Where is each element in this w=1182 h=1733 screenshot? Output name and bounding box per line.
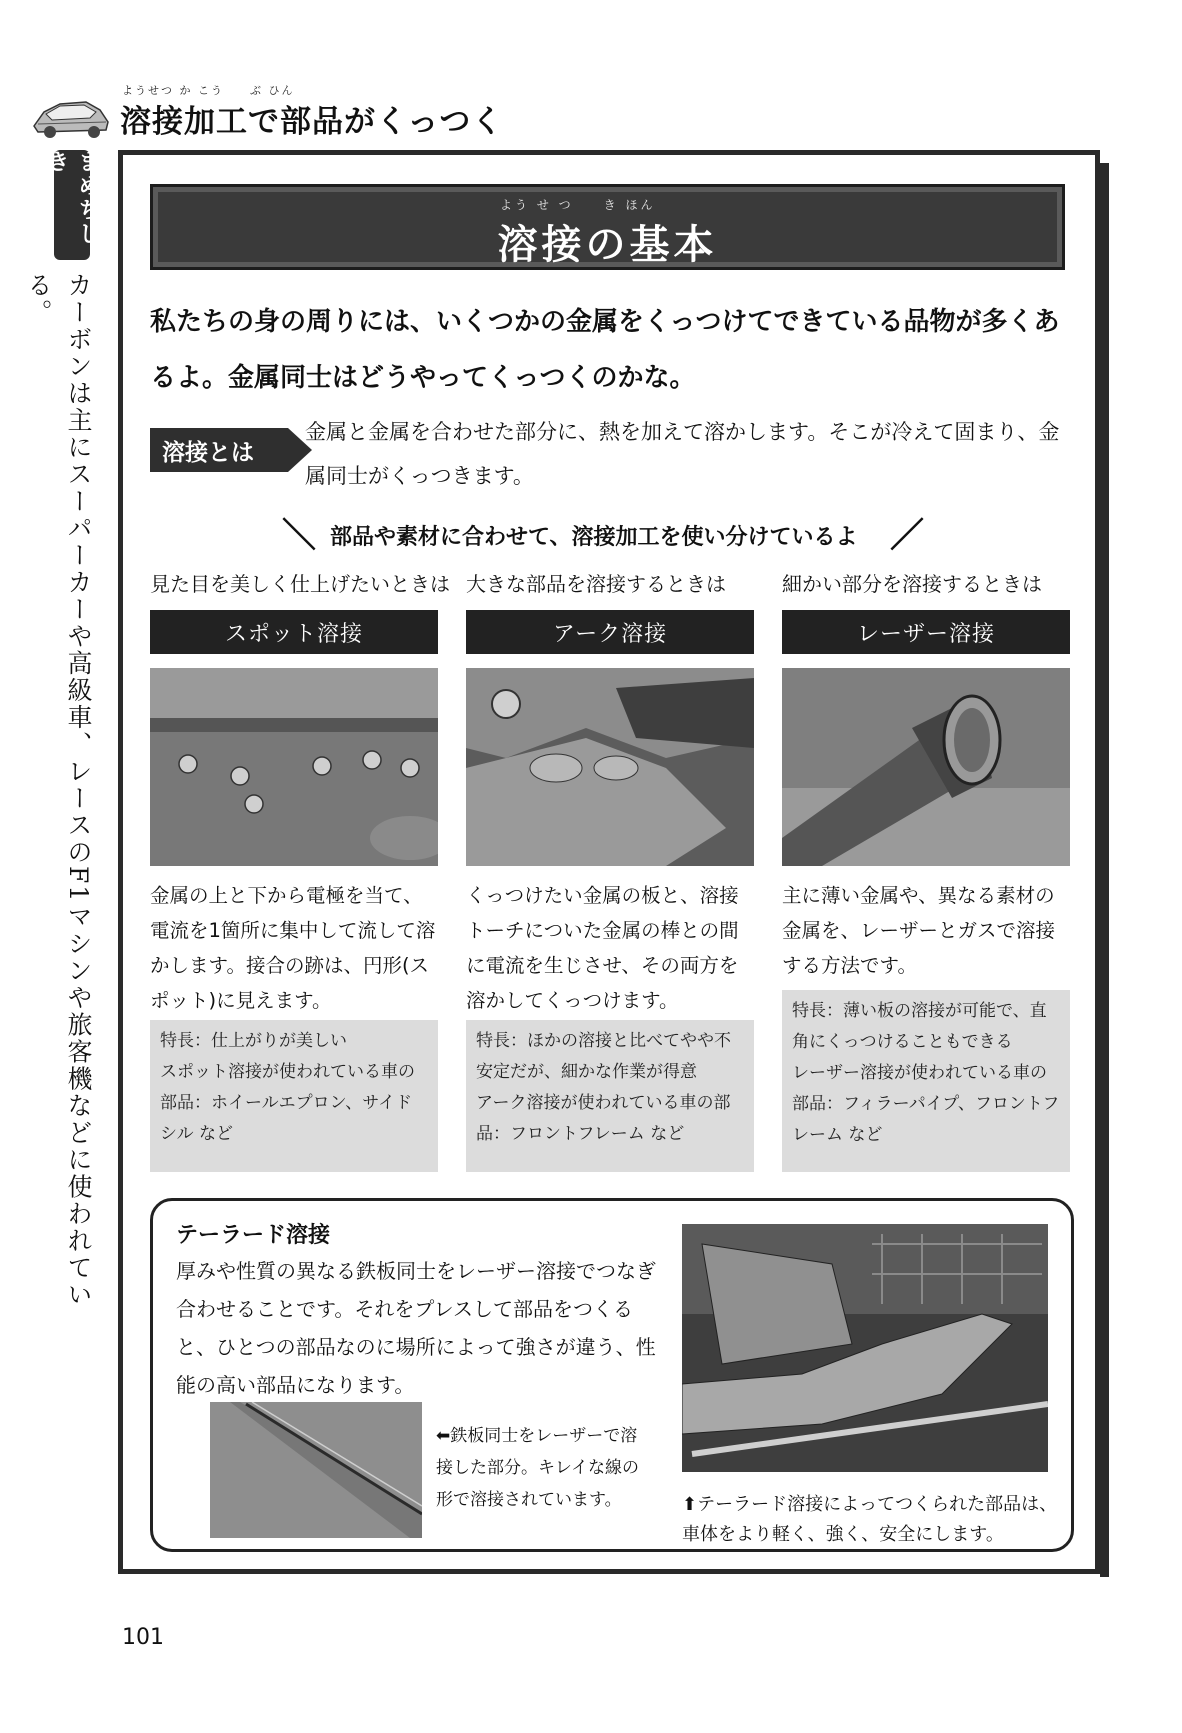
arc-note: 特長：ほかの溶接と比べてやや不安定だが、細かな作業が得意 アーク溶接が使われている車の部品：フロントフレーム など [466, 1020, 754, 1172]
tailored-part-photo [682, 1224, 1048, 1472]
arc-description: くっつけたい金属の板と、溶接トーチについた金属の棒との間に電流を生じさせ、その両方を溶かしてくっつけます。 [466, 884, 739, 1012]
arc-welding-photo [466, 668, 754, 866]
spot-welding-photo [150, 668, 438, 866]
arc-condition: 大きな部品を溶接するときは [466, 572, 726, 596]
spot-description: 金属の上と下から電極を当て、電流を1箇所に集中して流して溶かします。接合の跡は、円形(スポット)に見えます。 [150, 884, 436, 1012]
laser-note: 特長：薄い板の溶接が可能で、直角にくっつけることもできる レーザー溶接が使われている車の部品：フィラーパイプ、フロントフレーム など [782, 990, 1070, 1172]
side-note-text: カーボンは主にスーパーカーや高級車、レースのF1マシンや旅客機などに使われている。 [24, 272, 93, 1309]
definition-text: 金属と金属を合わせた部分に、熱を加えて溶かします。そこが冷えて固まり、金属同士がくっつきます。 [305, 420, 1060, 488]
arc-title-bar: アーク溶接 [466, 610, 754, 654]
spot-title-bar: スポット溶接 [150, 610, 438, 654]
tailored-body: 厚みや性質の異なる鉄板同士をレーザー溶接でつなぎ合わせることです。それをプレスして部品をつくると、ひとつの部品なのに場所によって強さが違う、性能の高い部品になります。 [176, 1259, 656, 1397]
laser-seam-photo [210, 1402, 422, 1538]
spot-note: 特長：仕上がりが美しい スポット溶接が使われている車の部品：ホイールエプロン、サイドシル など [150, 1020, 438, 1172]
definition-tag: 溶接とは [150, 428, 288, 472]
laser-title-bar: レーザー溶接 [782, 610, 1070, 654]
laser-description: 主に薄い金属や、異なる素材の金属を、レーザーとガスで溶接する方法です。 [782, 884, 1056, 977]
subhead-text: 部品や素材に合わせて、溶接加工を使い分けているよ [330, 525, 858, 550]
laser-welding-photo [782, 668, 1070, 866]
tailored-title: テーラード溶接 [176, 1223, 331, 1248]
intro-text: 私たちの身の周りには、いくつかの金属をくっつけてできている品物が多くあるよ。金属同士はどうやってくっつくのかな。 [150, 307, 1060, 393]
banner-ruby: よう せ つ き ほん [500, 198, 656, 212]
mame-chishiki-tag: まめちしき [54, 150, 90, 260]
header-ruby: ようせつ か こう ぶ ひん [122, 84, 295, 97]
subhead-right-slash: ／ [890, 516, 924, 556]
car-body-icon [30, 92, 112, 142]
tailored-caption-1: ⬅鉄板同士をレーザーで溶接した部分。キレイな線の形で溶接されています。 [436, 1426, 639, 1510]
section-title: 溶接の基本 [497, 222, 718, 268]
page-title: 溶接加工で部品がくっつく [120, 104, 504, 140]
page-number: 101 [122, 1625, 164, 1650]
subhead-left-slash: ＼ [282, 516, 316, 556]
tailored-caption-2: ⬆テーラード溶接によってつくられた部品は、車体をより軽く、強く、安全にします。 [682, 1494, 1058, 1545]
laser-condition: 細かい部分を溶接するときは [782, 572, 1042, 596]
spot-condition: 見た目を美しく仕上げたいときは [150, 572, 450, 596]
